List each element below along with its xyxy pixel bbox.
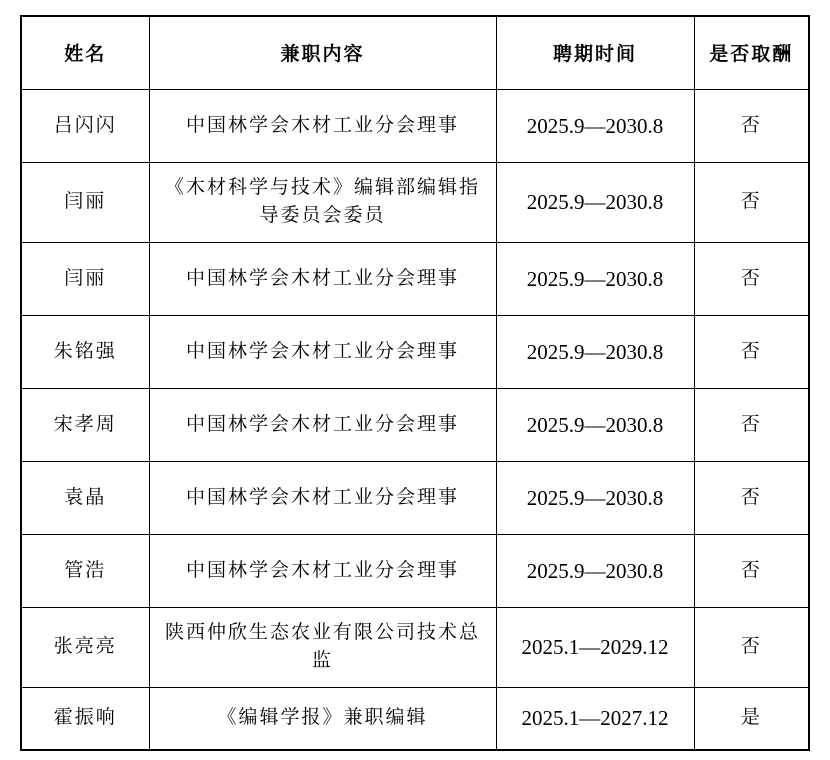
table-row bbox=[21, 607, 809, 687]
content-cell: 中国林学会木材工业分会理事 bbox=[149, 89, 496, 162]
paid-cell: 否 bbox=[694, 461, 809, 534]
table-row bbox=[21, 242, 809, 315]
period-cell: 2025.9—2030.8 bbox=[496, 534, 694, 607]
name-cell: 闫丽 bbox=[21, 242, 149, 315]
header-paid: 是否取酬 bbox=[694, 16, 809, 89]
content-cell: 中国林学会木材工业分会理事 bbox=[149, 315, 496, 388]
paid-cell: 否 bbox=[694, 162, 809, 242]
paid-cell: 否 bbox=[694, 242, 809, 315]
period-cell: 2025.9—2030.8 bbox=[496, 242, 694, 315]
table-row bbox=[21, 687, 809, 750]
paid-cell: 否 bbox=[694, 388, 809, 461]
name-cell: 管浩 bbox=[21, 534, 149, 607]
table-row bbox=[21, 461, 809, 534]
parttime-positions-table bbox=[20, 15, 810, 751]
content-cell: 陕西仲欣生态农业有限公司技术总监 bbox=[149, 607, 496, 687]
content-cell: 中国林学会木材工业分会理事 bbox=[149, 461, 496, 534]
period-cell: 2025.9—2030.8 bbox=[496, 388, 694, 461]
name-cell: 袁晶 bbox=[21, 461, 149, 534]
content-cell: 《编辑学报》兼职编辑 bbox=[149, 687, 496, 750]
table-row bbox=[21, 388, 809, 461]
name-cell: 宋孝周 bbox=[21, 388, 149, 461]
content-cell: 《木材科学与技术》编辑部编辑指导委员会委员 bbox=[149, 162, 496, 242]
table-row bbox=[21, 534, 809, 607]
period-cell: 2025.1—2027.12 bbox=[496, 687, 694, 750]
paid-cell: 否 bbox=[694, 315, 809, 388]
period-cell: 2025.9—2030.8 bbox=[496, 461, 694, 534]
period-cell: 2025.9—2030.8 bbox=[496, 89, 694, 162]
table-row bbox=[21, 162, 809, 242]
name-cell: 朱铭强 bbox=[21, 315, 149, 388]
paid-cell: 是 bbox=[694, 687, 809, 750]
name-cell: 闫丽 bbox=[21, 162, 149, 242]
table-header-row bbox=[21, 16, 809, 89]
name-cell: 张亮亮 bbox=[21, 607, 149, 687]
header-period: 聘期时间 bbox=[496, 16, 694, 89]
table-row bbox=[21, 89, 809, 162]
paid-cell: 否 bbox=[694, 607, 809, 687]
content-cell: 中国林学会木材工业分会理事 bbox=[149, 534, 496, 607]
table-row bbox=[21, 315, 809, 388]
content-cell: 中国林学会木材工业分会理事 bbox=[149, 388, 496, 461]
name-cell: 吕闪闪 bbox=[21, 89, 149, 162]
period-cell: 2025.9—2030.8 bbox=[496, 315, 694, 388]
header-name: 姓名 bbox=[21, 16, 149, 89]
period-cell: 2025.9—2030.8 bbox=[496, 162, 694, 242]
paid-cell: 否 bbox=[694, 89, 809, 162]
name-cell: 霍振响 bbox=[21, 687, 149, 750]
paid-cell: 否 bbox=[694, 534, 809, 607]
table-body bbox=[21, 89, 809, 750]
content-cell: 中国林学会木材工业分会理事 bbox=[149, 242, 496, 315]
header-content: 兼职内容 bbox=[149, 16, 496, 89]
period-cell: 2025.1—2029.12 bbox=[496, 607, 694, 687]
